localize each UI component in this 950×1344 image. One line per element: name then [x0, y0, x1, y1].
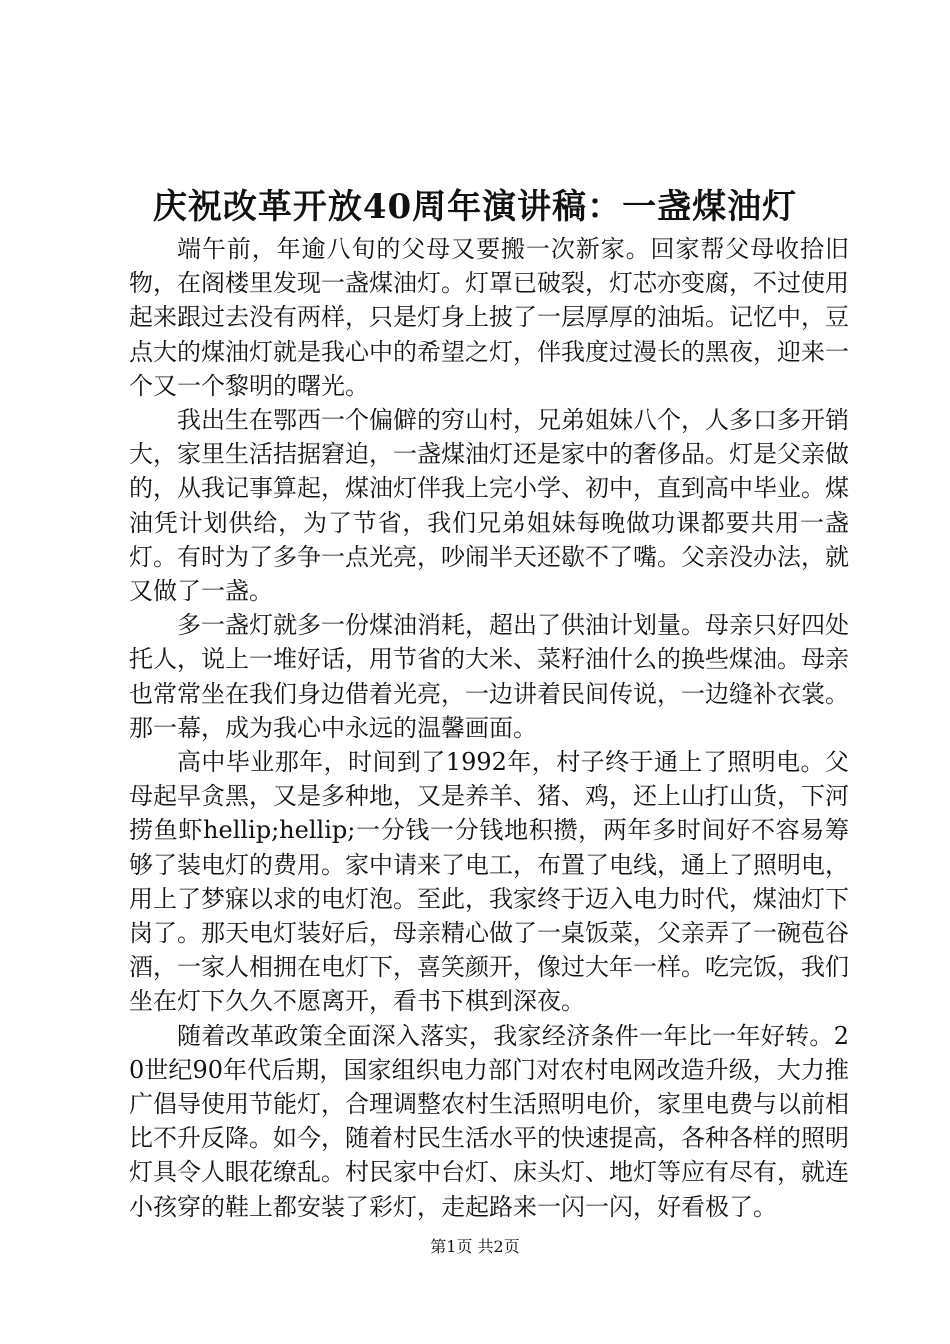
paragraph-1: 端午前，年逾八旬的父母又要搬一次新家。回家帮父母收拾旧物，在阁楼里发现一盏煤油灯。灯罩已破裂，灯芯亦变腐，不过使用起来跟过去没有两样，只是灯身上披了一层厚厚的油垢。记忆中，豆点大的煤油灯就是我心中的希望之灯，伴我度过漫长的黑夜，迎来一个又一个黎明的曙光。 — [129, 235, 849, 400]
paragraph-2: 我出生在鄂西一个偏僻的穷山村，兄弟姐妹八个，人多口多开销大，家里生活拮据窘迫，一盏煤油灯还是家中的奢侈品。灯是父亲做的，从我记事算起，煤油灯伴我上完小学、初中，直到高中毕业。煤油凭计划供给，为了节省，我们兄弟姐妹每晚做功课都要共用一盏灯。有时为了多争一点光亮，吵闹半天还歇不了嘴。父亲没办法，就又做了一盏。 — [129, 406, 849, 606]
document-title: 庆祝改革开放40周年演讲稿：一盏煤油灯 — [152, 187, 798, 227]
paragraph-3: 多一盏灯就多一份煤油消耗，超出了供油计划量。母亲只好四处托人，说上一堆好话，用节省的大米、菜籽油什么的换些煤油。母亲也常常坐在我们身边借着光亮，一边讲着民间传说，一边缝补衣裳。那一幕，成为我心中永远的温馨画面。 — [129, 611, 849, 742]
paragraph-4: 高中毕业那年，时间到了1992年，村子终于通上了照明电。父母起早贪黑，又是多种地，又是养羊、猪、鸡，还上山打山货，下河捞鱼虾hellip;hellip;一分钱一分钱地积攒，两年多时间好不容易筹够了装电灯的费用。家中请来了电工，布置了电线，通上了照明电，用上了梦寐以求的电灯泡。至此，我家终于迈入电力时代，煤油灯下岗了。那天电灯装好后，母亲精心做了一桌饭菜，父亲弄了一碗苞谷酒，一家人相拥在电灯下，喜笑颜开，像过大年一样。吃完饭，我们坐在灯下久久不愿离开，看书下棋到深夜。 — [129, 748, 849, 1016]
document-body — [129, 232, 849, 1224]
page-footer: 第1页 共2页 — [430, 1237, 520, 1256]
paragraph-5: 随着改革政策全面深入落实，我家经济条件一年比一年好转。20世纪90年代后期，国家组织电力部门对农村电网改造升级，大力推广倡导使用节能灯，合理调整农村生活照明电价，家里电费与以前相比不升反降。如今，随着村民生活水平的快速提高，各种各样的照明灯具令人眼花缭乱。村民家中台灯、床头灯、地灯等应有尽有，就连小孩穿的鞋上都安装了彩灯，走起路来一闪一闪，好看极了。 — [129, 1021, 849, 1221]
